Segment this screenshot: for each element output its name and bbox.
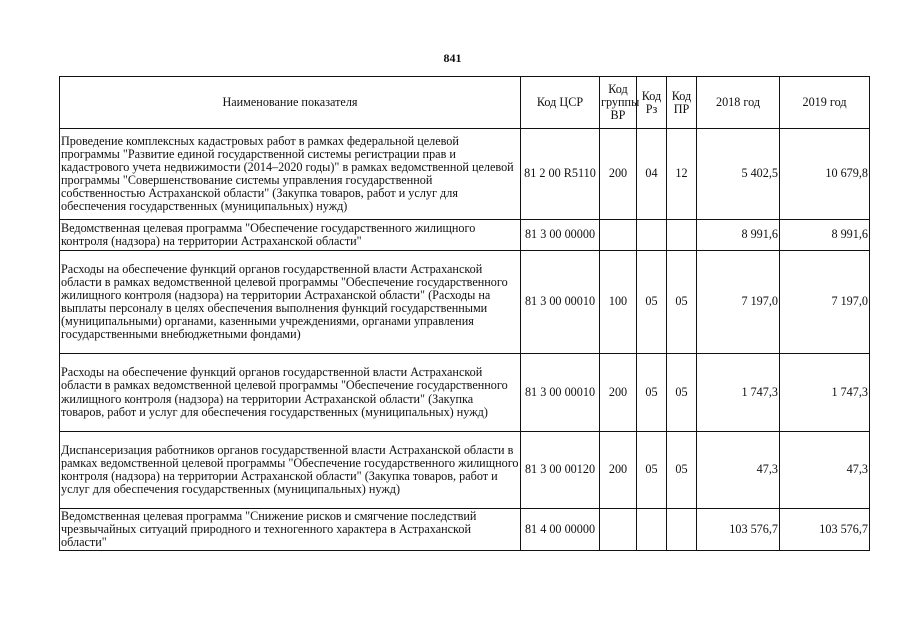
cell-pr (667, 220, 697, 251)
cell-csr: 81 3 00 00010 (521, 251, 600, 354)
budget-table (59, 76, 870, 551)
cell-name: Расходы на обеспечение функций органов государственной власти Астраханской области в рамках ведомственной целевой программы "Обеспечение государственного жилищного контроля (надзора) на территории Астраханской области" (Закупка товаров, работ и услуг для обеспечения государственных (муниципальных) нужд) (60, 354, 521, 432)
cell-vr: 200 (600, 129, 637, 220)
cell-rz (637, 220, 667, 251)
cell-pr: 05 (667, 354, 697, 432)
cell-2018: 8 991,6 (697, 220, 780, 251)
cell-2019: 8 991,6 (780, 220, 870, 251)
cell-name: Расходы на обеспечение функций органов государственной власти Астраханской области в рамках ведомственной целевой программы "Обеспечение государственного жилищного контроля (надзора) на территории Астраханской области" (Расходы на выплаты персоналу в целях обеспечения выполнения функций государственными (муниципальными) органами, казенными учреждениями, органами управления государственными внебюджетными фондами) (60, 251, 521, 354)
cell-name: Проведение комплексных кадастровых работ в рамках федеральной целевой программы "Развитие единой государственной системы регистрации прав и кадастрового учета недвижимости (2014–2020 годы)" в рамках ведомственной целевой программы "Совершенствование системы управления государственной собственностью Астраханской области" (Закупка товаров, работ и услуг для обеспечения государственных (муниципальных) нужд) (60, 129, 521, 220)
header-2019: 2019 год (780, 77, 870, 129)
cell-csr: 81 3 00 00000 (521, 220, 600, 251)
header-pr: Код ПР (667, 77, 697, 129)
header-rz: Код Рз (637, 77, 667, 129)
cell-vr: 200 (600, 432, 637, 509)
cell-rz: 05 (637, 432, 667, 509)
cell-pr (667, 509, 697, 551)
cell-rz: 05 (637, 251, 667, 354)
cell-vr: 200 (600, 354, 637, 432)
table-row (60, 129, 870, 220)
cell-csr: 81 4 00 00000 (521, 509, 600, 551)
table-row (60, 432, 870, 509)
cell-pr: 05 (667, 432, 697, 509)
cell-2018: 1 747,3 (697, 354, 780, 432)
cell-vr (600, 220, 637, 251)
cell-vr: 100 (600, 251, 637, 354)
cell-2019: 7 197,0 (780, 251, 870, 354)
cell-2018: 5 402,5 (697, 129, 780, 220)
header-vr: Код группы ВР (600, 77, 637, 129)
cell-csr: 81 3 00 00120 (521, 432, 600, 509)
table-row (60, 251, 870, 354)
cell-2019: 10 679,8 (780, 129, 870, 220)
cell-pr: 05 (667, 251, 697, 354)
cell-2018: 7 197,0 (697, 251, 780, 354)
header-csr: Код ЦСР (521, 77, 600, 129)
cell-2018: 103 576,7 (697, 509, 780, 551)
cell-pr: 12 (667, 129, 697, 220)
cell-name: Ведомственная целевая программа "Обеспечение государственного жилищного контроля (надзора) на территории Астраханской области" (60, 220, 521, 251)
cell-rz: 05 (637, 354, 667, 432)
table-header-row (60, 77, 870, 129)
cell-name: Диспансеризация работников органов государственной власти Астраханской области в рамках ведомственной целевой программы "Обеспечение государственного жилищного контроля (надзора) на территории Астраханской области" (Закупка товаров, работ и услуг для обеспечения государственных (муниципальных) нужд) (60, 432, 521, 509)
cell-rz: 04 (637, 129, 667, 220)
cell-name: Ведомственная целевая программа "Снижение рисков и смягчение последствий чрезвычайных ситуаций природного и техногенного характера в Астраханской области" (60, 509, 521, 551)
cell-2019: 103 576,7 (780, 509, 870, 551)
cell-csr: 81 3 00 00010 (521, 354, 600, 432)
header-name: Наименование показателя (60, 77, 521, 129)
cell-csr: 81 2 00 R5110 (521, 129, 600, 220)
cell-2019: 47,3 (780, 432, 870, 509)
cell-2018: 47,3 (697, 432, 780, 509)
cell-2019: 1 747,3 (780, 354, 870, 432)
cell-rz (637, 509, 667, 551)
table-row (60, 509, 870, 551)
header-2018: 2018 год (697, 77, 780, 129)
cell-vr (600, 509, 637, 551)
page-number: 841 (443, 51, 462, 65)
table-row (60, 220, 870, 251)
table-row (60, 354, 870, 432)
